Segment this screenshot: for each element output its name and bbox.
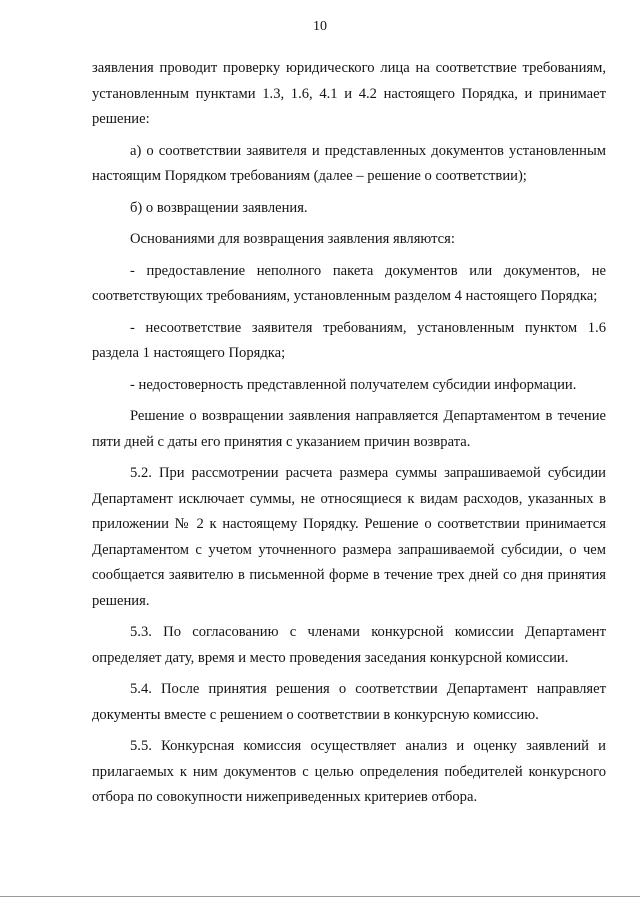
document-body	[92, 56, 606, 817]
paragraph-option-b: б) о возвращении заявления.	[130, 199, 308, 216]
paragraph-grounds-heading: Основаниями для возвращения заявления являются:	[130, 231, 455, 247]
paragraph-intro: заявления проводит проверку юридического лица на соответствие требованиям, установленным пунктами 1.3, 1.6, 4.1 и 4.2 настоящего Порядка, и принимает решение:	[92, 60, 606, 127]
bottom-divider	[0, 896, 640, 897]
paragraph-option-a: а) о соответствии заявителя и представленных документов установленным настоящим Порядком требованиям (далее – решение о соответствии);	[92, 142, 606, 184]
paragraph-5-5: 5.5. Конкурсная комиссия осуществляет анализ и оценку заявлений и прилагаемых к ним документов с целью определения победителей конкурсного отбора по совокупности нижеприведенных критериев отбора.	[92, 738, 606, 805]
paragraph-return-decision: Решение о возвращении заявления направляется Департаментом в течение пяти дней с даты его принятия с указанием причин возврата.	[92, 408, 606, 450]
paragraph-5-2: 5.2. При рассмотрении расчета размера суммы запрашиваемой субсидии Департамент исключает суммы, не относящиеся к видам расходов, указанных в приложении № 2 к настоящему Порядку. Решение о соответствии принимается Департаментом с учетом уточненного размера запрашиваемой субсидии, о чем сообщается заявителю в письменной форме в течение трех дней со дня принятия решения.	[92, 465, 606, 609]
paragraph-5-4: 5.4. После принятия решения о соответствии Департамент направляет документы вместе с решением о соответствии в конкурсную комиссию.	[92, 681, 606, 723]
paragraph-ground-3: - недостоверность представленной получателем субсидии информации.	[130, 376, 577, 393]
paragraph-5-3: 5.3. По согласованию с членами конкурсной комиссии Департамент определяет дату, время и место проведения заседания конкурсной комиссии.	[92, 624, 606, 666]
paragraph-ground-1: - предоставление неполного пакета документов или документов, не соответствующих требованиям, установленным разделом 4 настоящего Порядка;	[92, 262, 606, 304]
paragraph-ground-2: - несоответствие заявителя требованиям, установленным пунктом 1.6 раздела 1 настоящего Порядка;	[92, 319, 606, 361]
page-number: 10	[313, 19, 327, 34]
